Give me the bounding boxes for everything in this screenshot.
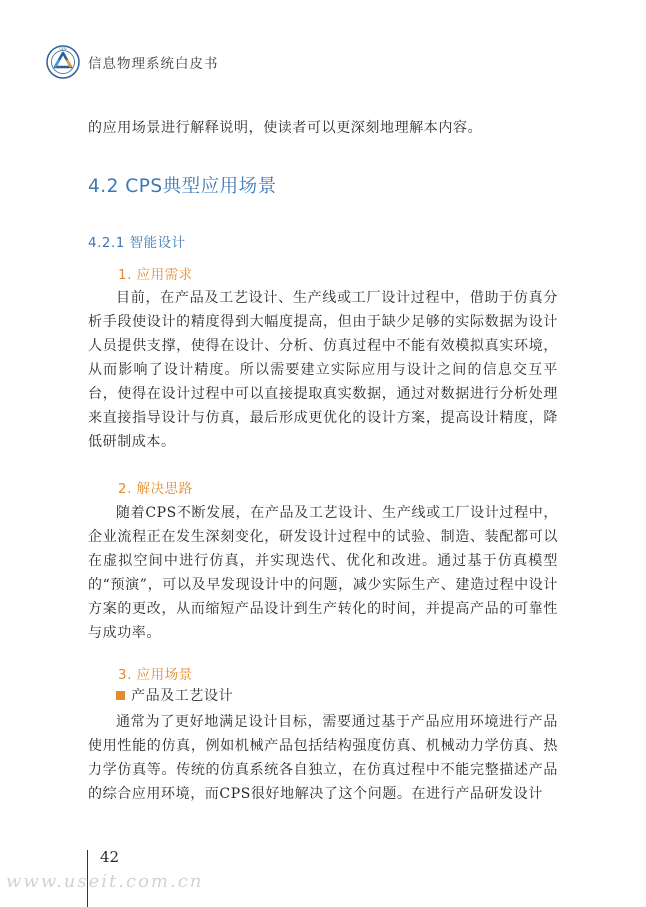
intro-line: 的应用场景进行解释说明，使读者可以更深刻地理解本内容。	[88, 120, 483, 136]
square-bullet-icon	[116, 691, 125, 700]
page-header	[46, 45, 219, 79]
header-title: 信息物理系统白皮书	[88, 56, 219, 72]
subsection-title: 4.2.1 智能设计	[88, 235, 186, 251]
watermark: www.useit.com.cn	[6, 871, 204, 892]
item-heading-scenarios: 3. 应用场景	[118, 667, 193, 683]
bullet-product-design	[116, 685, 233, 705]
item-heading-requirements: 1. 应用需求	[118, 267, 193, 283]
cesi-logo-icon	[46, 45, 80, 79]
bullet-label: 产品及工艺设计	[131, 688, 234, 704]
svg-text:CESI: CESI	[59, 47, 67, 52]
paragraph-approach: 随着CPS不断发展，在产品及工艺设计、生产线或工厂设计过程中，企业流程正在发生深刻变化，研发设计过程中的试验、制造、装配都可以在虚拟空间中进行仿真，并实现迭代、优化和改进。通过基于仿真模型的“预演”，可以及早发现设计中的问题，减少实际生产、建造过程中设计方案的更改，从而缩短产品设计到生产转化的时间，并提高产品的可靠性与成功率。	[88, 505, 558, 641]
paragraph-scenarios: 通常为了更好地满足设计目标，需要通过基于产品应用环境进行产品使用性能的仿真，例如机械产品包括结构强度仿真、机械动力学仿真、热力学仿真等。传统的仿真系统各自独立，在仿真过程中不能完整描述产品的综合应用环境，而CPS很好地解决了这个问题。在进行产品研发设计	[88, 714, 558, 802]
item-heading-approach: 2. 解决思路	[118, 481, 193, 497]
paragraph-requirements: 目前，在产品及工艺设计、生产线或工厂设计过程中，借助于仿真分析手段使设计的精度得到大幅度提高，但由于缺少足够的实际数据为设计人员提供支撑，使得在设计、分析、仿真过程中不能有效模拟真实环境，从而影响了设计精度。所以需要建立实际应用与设计之间的信息交互平台，使得在设计过程中可以直接提取真实数据，通过对数据进行分析处理来直接指导设计与仿真，最后形成更优化的设计方案，提高设计精度，降低研制成本。	[88, 290, 558, 450]
page-number: 42	[100, 848, 120, 866]
section-title: 4.2 CPS典型应用场景	[88, 176, 277, 197]
